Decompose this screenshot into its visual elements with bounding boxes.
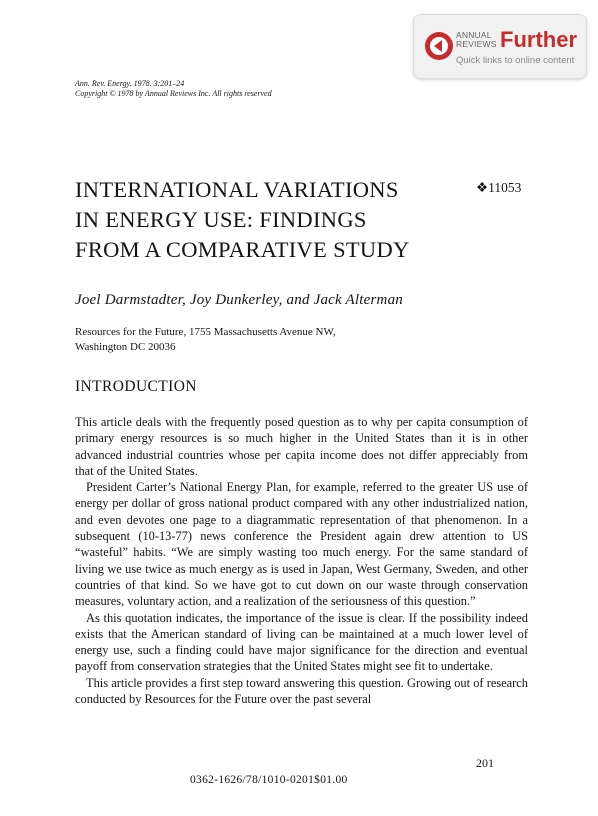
badge-title: Further xyxy=(500,27,577,52)
document-code: 0362-1626/78/1010-0201$01.00 xyxy=(190,774,348,786)
reference-number: ❖11053 xyxy=(476,180,522,195)
affiliation-line: Resources for the Future, 1755 Massachusetts Avenue NW, xyxy=(75,326,336,338)
paragraph: President Carter’s National Energy Plan, for example, referred to the greater US use of energy per dollar of gross national product compared with any other industrialized nation, and even devotes one page to a diagrammatic representation of that phenomenon. In a subsequent (10-13-77) news conference the President again drew attention to US “wasteful” habits. “We are simply wasting too much energy. For the same standard of living we use twice as much energy as is used in Japan, West Germany, Sweden, and other countries of that kind. So we have got to cut down on our waste through conservation measures, voluntary action, and a realization of the seriousness of this question.” xyxy=(75,480,528,609)
paragraph: As this quotation indicates, the importance of the issue is clear. If the possibility indeed exists that the American standard of living can be maintained at a much lower level of energy use, such a finding could have major significance for the direction and eventual payoff from conservation strategies that the United States might see fit to undertake. xyxy=(75,610,528,674)
badge-brand-line2: REVIEWS xyxy=(456,39,497,49)
title-line: FROM A COMPARATIVE STUDY xyxy=(75,237,410,262)
further-badge[interactable] xyxy=(413,14,587,79)
affiliation-line: Washington DC 20036 xyxy=(75,341,176,353)
title-line: IN ENERGY USE: FINDINGS xyxy=(75,207,367,232)
affiliation xyxy=(75,325,336,355)
annual-reviews-logo-icon xyxy=(424,31,454,61)
article-title xyxy=(75,175,410,265)
title-line: INTERNATIONAL VARIATIONS xyxy=(75,177,399,202)
section-heading: INTRODUCTION xyxy=(75,378,197,395)
badge-subtitle: Quick links to online content xyxy=(456,55,575,66)
badge-brand-line1: ANNUAL xyxy=(456,30,492,40)
authors: Joel Darmstadter, Joy Dunkerley, and Jack Alterman xyxy=(75,292,403,308)
citation-block xyxy=(75,79,272,99)
body-text xyxy=(75,414,528,707)
copyright-notice: Copyright © 1978 by Annual Reviews Inc. All rights reserved xyxy=(75,89,272,98)
paragraph: This article deals with the frequently posed question as to why per capita consumption of primary energy resources is so much higher in the United States than it is in other advanced industrial countries whose per capita income does not differ appreciably from that of the United States. xyxy=(75,415,528,478)
page-number: 201 xyxy=(476,756,494,770)
paragraph: This article provides a first step toward answering this question. Growing out of research conducted by Resources for the Future over the past several xyxy=(75,675,528,707)
badge-brand xyxy=(456,31,497,49)
journal-citation: Ann. Rev. Energy. 1978. 3:201–24 xyxy=(75,79,185,88)
